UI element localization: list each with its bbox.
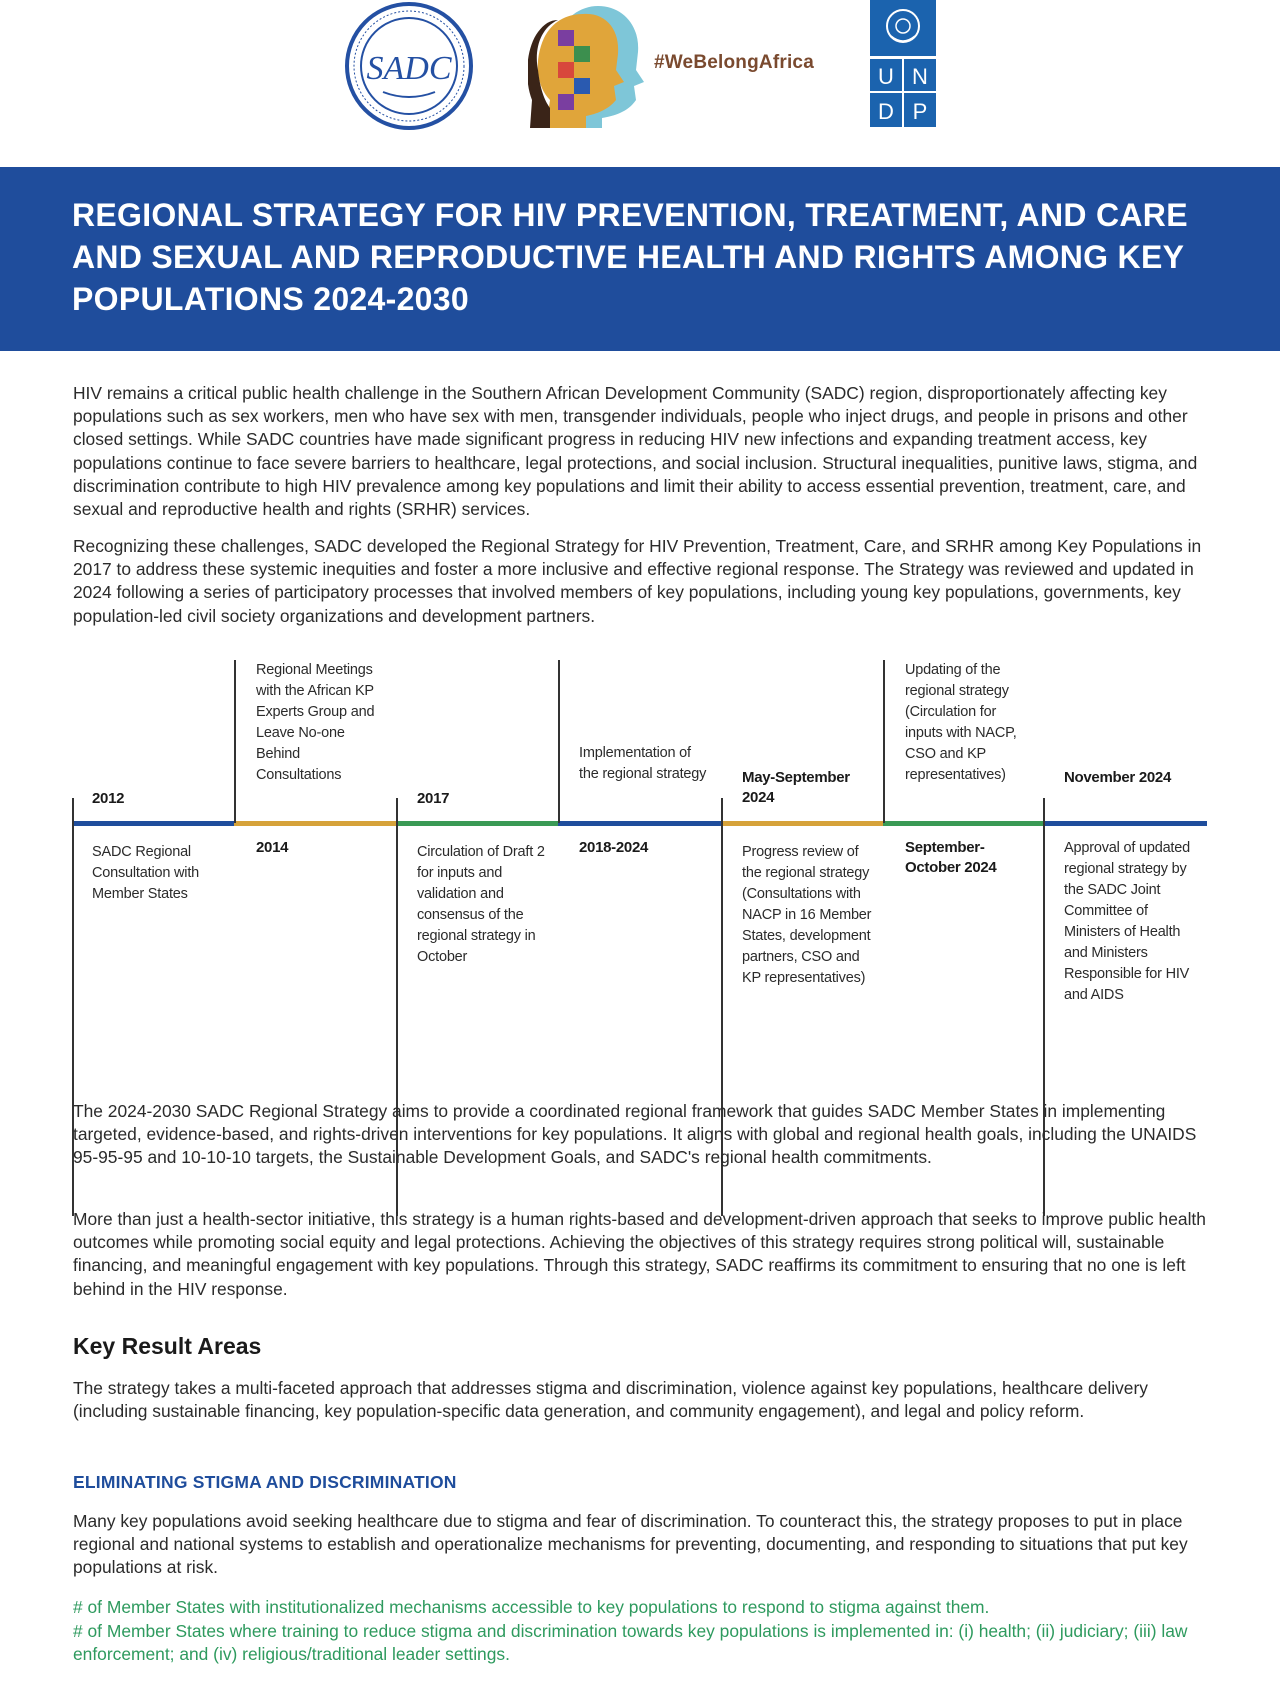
- subsection-paragraph: Many key populations avoid seeking healthcare due to stigma and fear of discrimination. To counteract this, the strategy proposes to put in place regional and national systems to establish and operationalize mechanisms for preventing, documenting, and responding to situations that put key populations at risk.: [73, 1511, 1188, 1578]
- timeline-event-text: Implementation of the regional strategy: [579, 745, 707, 782]
- timeline-event-text: Approval of updated regional strategy by the SADC Joint Committee of Ministers of Health and Ministers Responsible for HIV and AIDS: [1064, 840, 1190, 1003]
- svg-text:N: N: [912, 64, 928, 89]
- undp-logo: [869, 0, 937, 128]
- svg-text:SADC: SADC: [366, 50, 452, 87]
- indicator-1: # of Member States with institutionalized mechanisms accessible to key populations to respond to stigma against them.: [73, 1597, 990, 1617]
- timeline-event-text: Updating of the regional strategy (Circulation for inputs with NACP, CSO and KP representatives): [905, 662, 1017, 783]
- we-belong-africa-icon: [528, 0, 646, 128]
- svg-text:U: U: [878, 64, 894, 89]
- timeline-year: 2018-2024: [579, 839, 649, 856]
- document-title: REGIONAL STRATEGY FOR HIV PREVENTION, TREATMENT, AND CARE AND SEXUAL AND REPRODUCTIVE HEALTH AND RIGHTS AMONG KEY POPULATIONS 2024-2030: [72, 197, 1188, 317]
- intro-paragraph-1: HIV remains a critical public health challenge in the Southern African Development Community (SADC) region, disproportionately affecting key populations such as sex workers, men who have sex with men, transgender individuals, people who inject drugs, and people in prisons and other closed settings. While SADC countries have made significant progress in reducing HIV new infections and expanding treatment access, key populations continue to face severe barriers to healthcare, legal protections, and social inclusion. Structural inequalities, punitive laws, stigma, and discrimination contribute to high HIV prevalence among key populations and limit their ability to access essential prevention, treatment, care, and sexual and reproductive health and rights (SRHR) services.: [73, 383, 1198, 520]
- sadc-logo: [343, 2, 475, 130]
- timeline-segment: [558, 821, 721, 826]
- timeline-segment: [883, 821, 1043, 826]
- timeline-year: November 2024: [1064, 769, 1171, 786]
- hashtag-text: #WeBelongAfrica: [654, 52, 814, 73]
- timeline-segment: [1043, 821, 1207, 826]
- timeline-segment: [396, 821, 558, 826]
- timeline-year: September-October 2024: [905, 839, 997, 876]
- key-results-intro: The strategy takes a multi-faceted approach that addresses stigma and discrimination, violence against key populations, healthcare delivery (including sustainable financing, key population-specific data generation, and community engagement), and legal and policy reform.: [73, 1378, 1148, 1422]
- svg-text:D: D: [878, 99, 894, 124]
- indicator-2: # of Member States where training to reduce stigma and discrimination towards key populations is implemented in: (i) health; (ii) judiciary; (iii) law enforcement; and (iv) religious/traditional leader settings.: [73, 1621, 1188, 1665]
- timeline-year: 2014: [256, 839, 289, 856]
- timeline-segment: [234, 821, 396, 826]
- timeline-segment: [72, 821, 234, 826]
- body-paragraph-2: More than just a health-sector initiative, this strategy is a human rights-based and development-driven approach that seeks to improve public health outcomes while promoting social equity and legal protections. Achieving the objectives of this strategy requires strong political will, sustainable financing, and meaningful engagement with key populations. Through this strategy, SADC reaffirms its commitment to ensuring that no one is left behind in the HIV response.: [73, 1209, 1206, 1299]
- timeline-event-text: Progress review of the regional strategy (Consultations with NACP in 16 Member States, development partners, CSO and KP representatives): [742, 844, 872, 986]
- intro-paragraph-2: Recognizing these challenges, SADC developed the Regional Strategy for HIV Prevention, Treatment, Care, and SRHR among Key Populations in 2017 to address these systemic inequities and foster a more inclusive and effective regional response. The Strategy was reviewed and updated in 2024 following a series of participatory processes that involved members of key populations, including young key populations, governments, key population-led civil society organizations and development partners.: [73, 536, 1202, 626]
- subsection-heading: ELIMINATING STIGMA AND DISCRIMINATION: [73, 1472, 457, 1492]
- timeline-tick: [883, 660, 885, 823]
- timeline-segment: [721, 821, 883, 826]
- svg-text:P: P: [912, 99, 928, 124]
- timeline-event-text: SADC Regional Consultation with Member States: [92, 844, 200, 902]
- timeline-year: 2012: [92, 790, 125, 807]
- timeline-tick: [234, 660, 236, 823]
- section-heading: Key Result Areas: [73, 1333, 262, 1359]
- timeline-tick: [558, 660, 560, 823]
- timeline: [0, 650, 1280, 1070]
- timeline-year: May-September 2024: [742, 769, 850, 806]
- timeline-event-text: Regional Meetings with the African KP Experts Group and Leave No-one Behind Consultations: [256, 662, 375, 783]
- title-banner: [0, 167, 1280, 351]
- timeline-event-text: Circulation of Draft 2 for inputs and validation and consensus of the regional strategy in October: [417, 844, 545, 965]
- logo-header: [0, 0, 1280, 160]
- timeline-year: 2017: [417, 790, 450, 807]
- body-paragraph-1: The 2024-2030 SADC Regional Strategy aims to provide a coordinated regional framework that guides SADC Member States in implementing targeted, evidence-based, and rights-driven interventions for key populations. It aligns with global and regional health goals, including the UNAIDS 95-95-95 and 10-10-10 targets, the Sustainable Development Goals, and SADC's regional health commitments.: [73, 1101, 1197, 1168]
